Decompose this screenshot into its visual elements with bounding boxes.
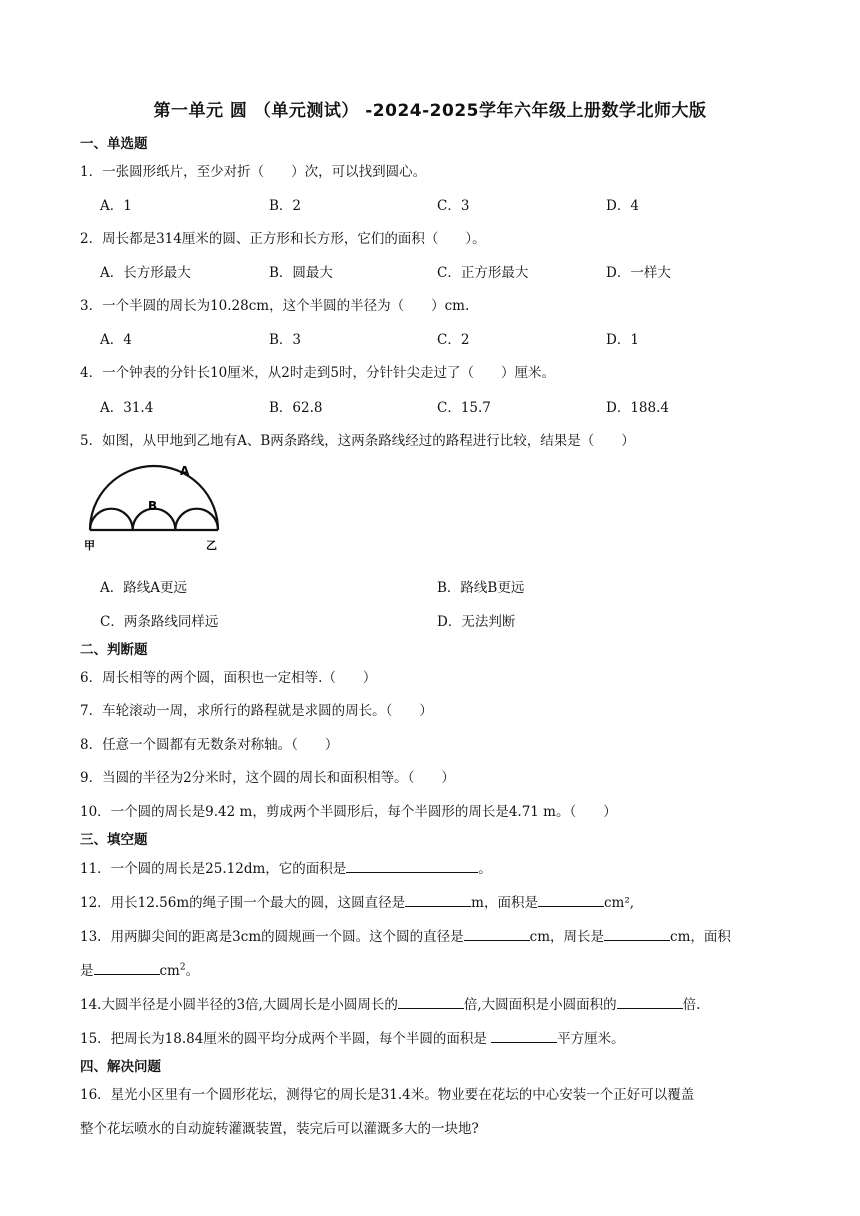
question-7: 7．车轮滚动一周，求所行的路程就是求圆的周长。（ ）: [80, 703, 433, 719]
answer-blank[interactable]: [405, 894, 471, 907]
answer-blank[interactable]: [491, 1030, 557, 1043]
question-6: 6．周长相等的两个圆，面积也一定相等.（ ）: [80, 670, 377, 686]
label-start-jia: 甲: [84, 539, 95, 552]
question-13-line-2: [80, 959, 199, 979]
q4-option-a: A．31.4: [100, 400, 154, 416]
label-route-b: B: [148, 499, 158, 513]
q5-option-b: B．路线B更远: [437, 580, 525, 596]
route-b-arc-1: [90, 509, 133, 530]
answer-blank[interactable]: [538, 894, 604, 907]
question-1: 1．一张圆形纸片，至少对折（ ）次，可以找到圆心。: [80, 164, 427, 180]
question-9: 9．当圆的半径为2分米时，这个圆的周长和面积相等。（ ）: [80, 770, 455, 786]
question-16-line-1: 16．星光小区里有一个圆形花坛，测得它的周长是31.4米。物业要在花坛的中心安装一个正好可以覆盖: [80, 1087, 695, 1103]
question-5: 5．如图，从甲地到乙地有A、B两条路线，这两条路线经过的路程进行比较，结果是（ ）: [80, 433, 635, 449]
page-title: 第一单元 圆 （单元测试） -2024-2025学年六年级上册数学北师大版: [153, 101, 707, 121]
question-15: [80, 1027, 625, 1047]
question-4: 4．一个钟表的分针长10厘米，从2时走到5时，分针针尖走过了（ ）厘米。: [80, 365, 555, 381]
q3-option-d: D．1: [606, 332, 639, 348]
q4-option-b: B．62.8: [269, 400, 323, 416]
question-14-end: 倍.: [682, 997, 701, 1013]
q2-option-b: B．圆最大: [269, 265, 333, 281]
q3-option-b: B．3: [269, 332, 302, 348]
q5-option-d: D．无法判断: [437, 614, 516, 630]
question-13-end: 。: [185, 963, 200, 979]
question-13-unit: cm: [159, 963, 180, 979]
q1-option-a: A．1: [100, 198, 132, 214]
q4-option-d: D．188.4: [606, 400, 669, 416]
answer-blank[interactable]: [464, 928, 530, 941]
question-10: 10．一个圆的周长是9.42 m，剪成两个半圆形后，每个半圆形的周长是4.71 m。（ ）: [80, 804, 617, 820]
q1-option-d: D．4: [606, 198, 639, 214]
question-11-text: 11．一个圆的周长是25.12dm，它的面积是: [80, 861, 347, 877]
question-3: 3．一个半圆的周长为10.28cm，这个半圆的半径为（ ）cm.: [80, 298, 470, 314]
q3-option-c: C．2: [437, 332, 470, 348]
question-2: 2．周长都是314厘米的圆、正方形和长方形，它们的面积（ ）。: [80, 231, 486, 247]
answer-blank[interactable]: [617, 996, 683, 1009]
question-14-mid: 倍,大圆面积是小圆面积的: [463, 997, 617, 1013]
answer-blank[interactable]: [346, 860, 478, 873]
answer-blank[interactable]: [604, 928, 670, 941]
section-heading-problem-solving: 四、解决问题: [80, 1059, 161, 1075]
route-diagram: [84, 462, 224, 554]
q4-option-c: C．15.7: [437, 400, 491, 416]
question-14-text: 14.大圆半径是小圆半径的3倍,大圆周长是小圆周长的: [80, 997, 398, 1013]
question-13-mid: cm，周长是: [529, 929, 605, 945]
route-b-arc-3: [175, 509, 218, 530]
question-12-end: cm²,: [603, 895, 635, 911]
question-13-mid-2: cm，面积: [670, 929, 731, 945]
question-12-mid: m，面积是: [471, 895, 538, 911]
question-13-shi: 是: [80, 963, 94, 979]
question-15-text: 15．把周长为18.84厘米的圆平均分成两个半圆，每个半圆的面积是: [80, 1031, 492, 1047]
question-13-superscript: 2: [179, 962, 186, 973]
q2-option-d: D．一样大: [606, 265, 671, 281]
section-heading-true-false: 二、判断题: [80, 642, 148, 658]
question-13-line-1: [80, 925, 731, 945]
question-8: 8．任意一个圆都有无数条对称轴。（ ）: [80, 737, 339, 753]
q3-option-a: A．4: [100, 332, 132, 348]
q5-option-a: A．路线A更远: [100, 580, 187, 596]
answer-blank[interactable]: [94, 962, 160, 975]
question-14: [80, 993, 700, 1013]
q1-option-b: B．2: [269, 198, 302, 214]
q2-option-c: C．正方形最大: [437, 265, 529, 281]
answer-blank[interactable]: [398, 996, 464, 1009]
q1-option-c: C．3: [437, 198, 470, 214]
question-12-text: 12．用长12.56m的绳子围一个最大的圆，这圆直径是: [80, 895, 406, 911]
question-13-text: 13．用两脚尖间的距离是3cm的圆规画一个圆。这个圆的直径是: [80, 929, 464, 945]
question-11-end: 。: [478, 861, 492, 877]
section-heading-fill-blank: 三、填空题: [80, 832, 148, 848]
question-11: [80, 857, 492, 877]
label-end-yi: 乙: [206, 539, 217, 552]
question-16-line-2: 整个花坛喷水的自动旋转灌溉装置，装完后可以灌溉多大的一块地?: [80, 1121, 479, 1137]
q2-option-a: A．长方形最大: [100, 265, 191, 281]
label-route-a: A: [180, 464, 190, 478]
section-heading-single-choice: 一、单选题: [80, 136, 148, 152]
question-15-end: 平方厘米。: [557, 1031, 625, 1047]
question-12: [80, 891, 634, 911]
q5-option-c: C．两条路线同样远: [100, 614, 219, 630]
route-a-arc: [90, 466, 218, 530]
